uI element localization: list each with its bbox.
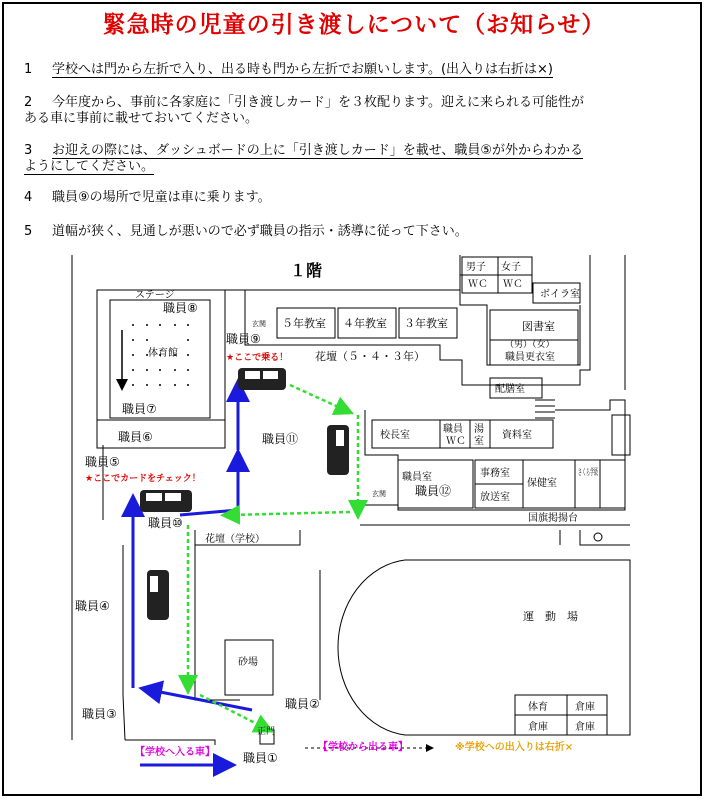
staff-locker-sub: （男）（女） bbox=[505, 340, 555, 350]
sakura-label: さくら学級 bbox=[578, 468, 624, 478]
notice-text: 道幅が狭く、見通しが悪いので必ず職員の指示・誘導に従って下さい。 bbox=[52, 224, 468, 239]
staff-5: 職員⑤ bbox=[85, 455, 120, 469]
car-icon bbox=[238, 368, 286, 390]
car-icon bbox=[140, 490, 192, 512]
staff-8: 職員⑧ bbox=[163, 301, 198, 315]
stage-label: ステージ bbox=[135, 290, 175, 301]
staff-11: 職員⑪ bbox=[262, 432, 299, 446]
grade5-label: ５年教室 bbox=[282, 317, 326, 330]
notice-text-cont: ようにしてください。 bbox=[24, 159, 155, 174]
girls-wc-label: 女子 bbox=[501, 262, 521, 273]
principal-label: 校長室 bbox=[380, 430, 410, 441]
car-icon bbox=[327, 425, 349, 475]
staff-12: 職員⑫ bbox=[415, 484, 452, 498]
staff-locker-label: 職員更衣室 bbox=[505, 352, 555, 363]
gym-label: 体育館 bbox=[148, 348, 178, 359]
haizen-label: 配膳室 bbox=[495, 384, 525, 395]
notice-text-cont: ある車に事前に載せておいてください。 bbox=[24, 111, 259, 126]
grade3-label: ３年教室 bbox=[404, 317, 448, 330]
notice-item-4: 4 職員⑨の場所で児童は車に乗ります。 bbox=[24, 190, 271, 205]
boiler-label: ボイラ室 bbox=[540, 289, 580, 300]
notice-item-1: 1 学校へは門から左折で入り、出る時も門から左折でお願いします。(出入りは右折は×) bbox=[24, 62, 553, 77]
main-gate-label: 正門 bbox=[257, 727, 276, 737]
grade4-label: ４年教室 bbox=[343, 317, 387, 330]
boys-wc-label: 男子 bbox=[466, 262, 486, 273]
wc-label: ＷＣ bbox=[468, 279, 488, 290]
souko-label: 倉庫 bbox=[575, 702, 595, 713]
car-icon bbox=[147, 570, 169, 620]
staff-10: 職員⑩ bbox=[148, 516, 183, 530]
staff-2: 職員② bbox=[285, 697, 320, 711]
staff-9: 職員⑨ bbox=[226, 332, 261, 346]
notice-text: 職員⑨の場所で児童は車に乗ります。 bbox=[52, 190, 271, 205]
staff-4: 職員④ bbox=[75, 599, 110, 613]
library-label: 図書室 bbox=[522, 320, 555, 333]
staff-wc-label: ＷＣ bbox=[446, 436, 466, 447]
jimu-label: 事務室 bbox=[480, 468, 510, 479]
pickup-note: ★ここで乗る！ bbox=[226, 353, 289, 363]
notice-text: 学校へは門から左折で入り、出る時も門から左折でお願いします。(出入りは右折は×) bbox=[52, 62, 553, 77]
staff-3: 職員③ bbox=[82, 707, 117, 721]
shiryo-label: 資料室 bbox=[502, 430, 532, 441]
staff-7: 職員⑦ bbox=[122, 402, 157, 416]
field-label: 運 動 場 bbox=[523, 610, 578, 623]
sandbox-label: 砂場 bbox=[238, 657, 258, 668]
staff-1: 職員① bbox=[243, 751, 278, 765]
page-title: 緊急時の児童の引き渡しについて（お知らせ） bbox=[102, 12, 606, 38]
notice-item-2: 2 今年度から、事前に各家庭に「引き渡しカード」を３枚配ります。迎えに来られる可能性が ある車に事前に載せておいてください。 bbox=[24, 95, 584, 126]
legend-note: ※学校への出入りは右折× bbox=[455, 742, 574, 753]
hoso-label: 放送室 bbox=[480, 492, 510, 503]
notice-item-5: 5 道幅が狭く、見通しが悪いので必ず職員の指示・誘導に従って下さい。 bbox=[24, 224, 468, 239]
wc-label: ＷＣ bbox=[503, 279, 523, 290]
flagpole-label: 国旗掲揚台 bbox=[528, 513, 578, 524]
yu-label: 室 bbox=[474, 436, 484, 447]
notice-item-3: 3 お迎えの際には、ダッシュボードの上に「引き渡しカード」を載せ、職員⑤が外からわかる ようにしてください。 bbox=[24, 143, 584, 174]
flowerbed-school-label: 花壇（学校） bbox=[205, 534, 265, 545]
card-check-note: ★ここでカードをチェック！ bbox=[85, 474, 201, 484]
staff-wc-label: 職員 bbox=[443, 424, 463, 435]
entrance-label: 玄関 bbox=[252, 320, 266, 328]
notice-text: 今年度から、事前に各家庭に「引き渡しカード」を３枚配ります。迎えに来られる可能性が bbox=[52, 95, 584, 110]
flowerbed-label: 花壇（５・４・３年） bbox=[315, 350, 425, 363]
staff-6: 職員⑥ bbox=[118, 430, 153, 444]
hoken-label: 保健室 bbox=[527, 478, 557, 489]
entrance-label: 玄関 bbox=[372, 490, 386, 498]
souko-label: 倉庫 bbox=[575, 722, 595, 733]
yu-label: 湯 bbox=[474, 424, 484, 435]
legend-in: 【学校へ入る車】 bbox=[135, 747, 215, 758]
taiiku-label: 体育 bbox=[528, 702, 548, 713]
souko-label: 倉庫 bbox=[528, 722, 548, 733]
floor-label: １階 bbox=[290, 261, 323, 280]
notice-text: お迎えの際には、ダッシュボードの上に「引き渡しカード」を載せ、職員⑤が外からわかる bbox=[52, 143, 584, 158]
legend-out: 【学校から出る車】 bbox=[318, 742, 408, 753]
staff-room-label: 職員室 bbox=[402, 472, 432, 483]
